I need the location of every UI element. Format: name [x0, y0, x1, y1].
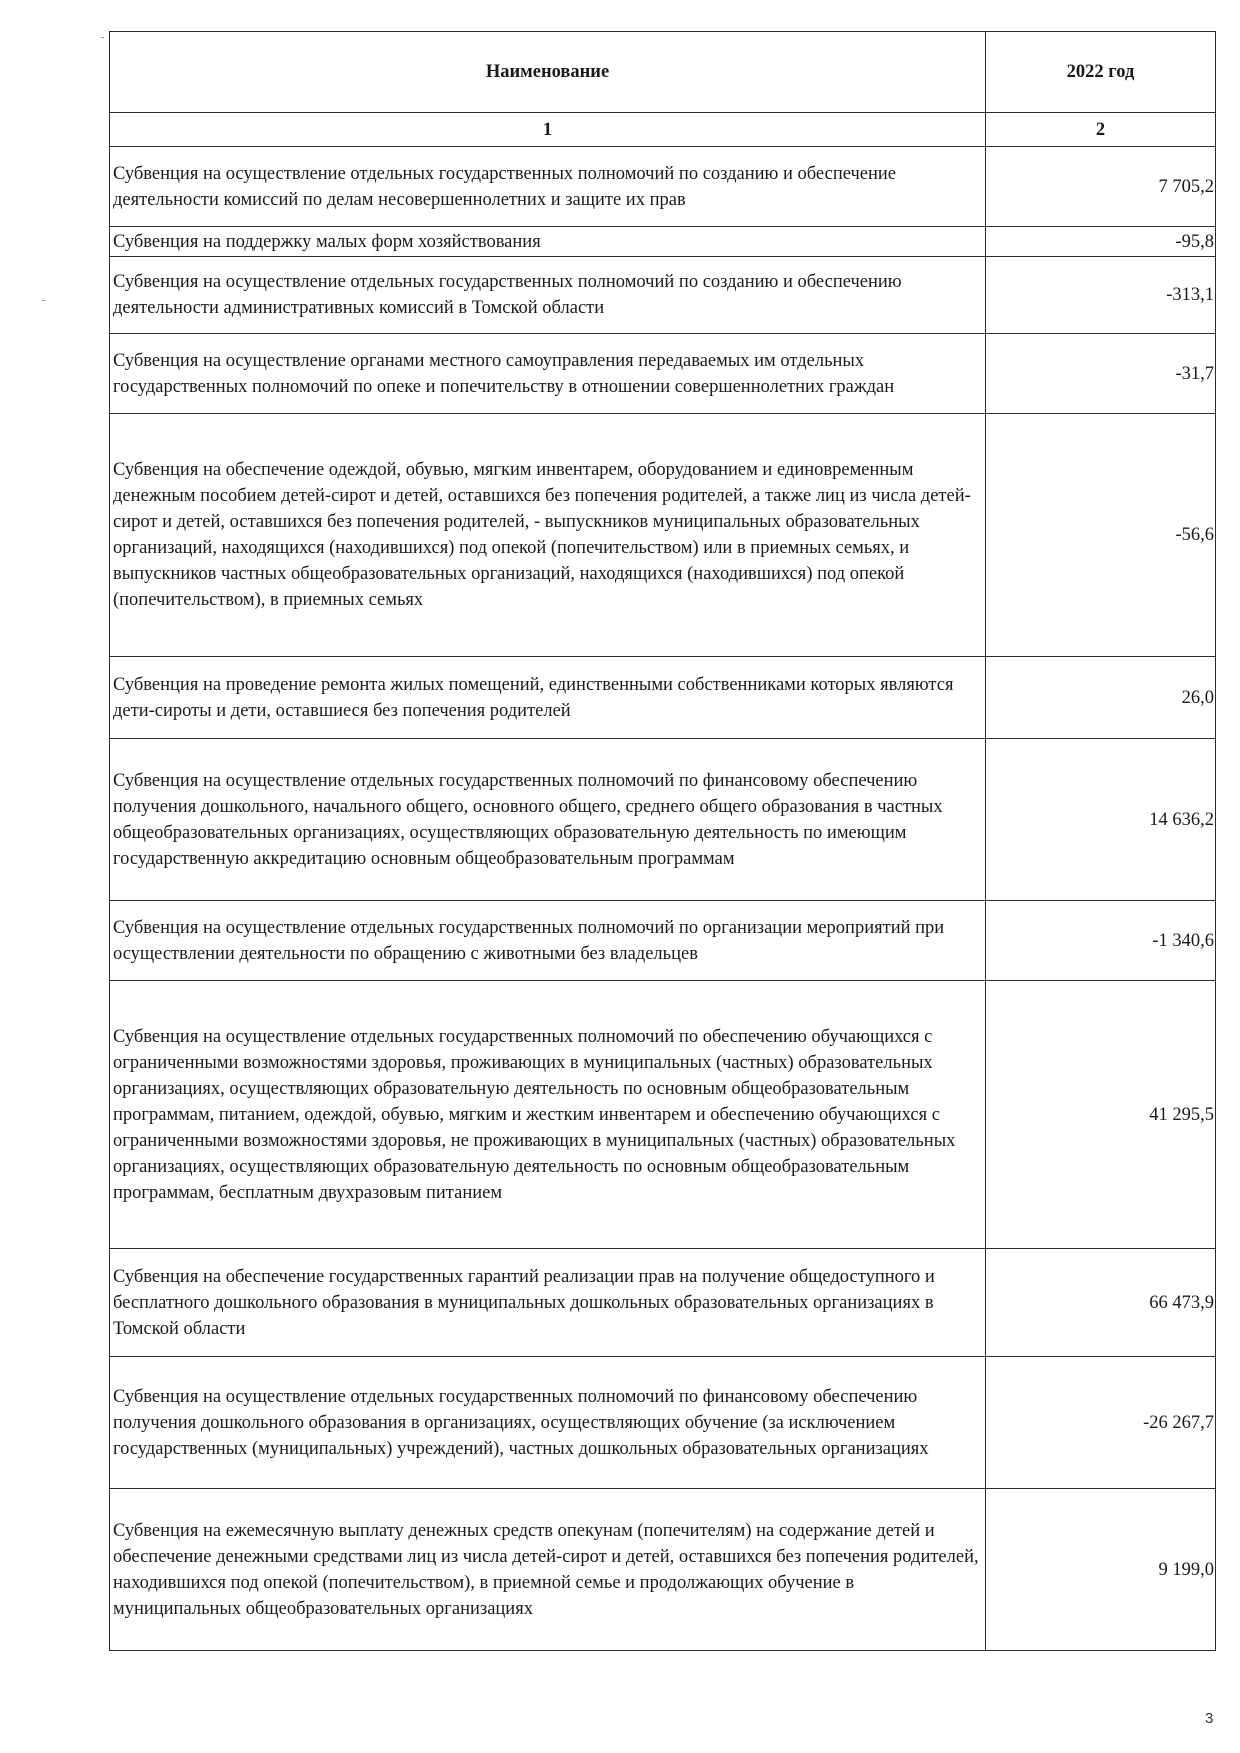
subvention-table [109, 31, 1216, 1651]
row-value: 9 199,0 [986, 1489, 1216, 1651]
table-row [110, 1357, 1216, 1489]
scan-artifact [101, 37, 104, 38]
row-name: Субвенция на осуществление отдельных государственных полномочий по созданию и обеспечению деятельности административных комиссий в Томской области [110, 257, 986, 334]
row-name: Субвенция на ежемесячную выплату денежных средств опекунам (попечителям) на содержание детей и обеспечение денежными средствами лиц из числа детей-сирот и детей, оставшихся без попечения родителей, находившихся под опекой (попечительством), в приемной семье и продолжающих обучение в муниципальных общеобразовательных организациях [110, 1489, 986, 1651]
header-year: 2022 год [986, 32, 1216, 113]
row-value: 66 473,9 [986, 1249, 1216, 1357]
row-name: Субвенция на осуществление отдельных государственных полномочий по созданию и обеспечение деятельности комиссий по делам несовершеннолетних и защите их прав [110, 147, 986, 227]
page-number: 3 [1205, 1710, 1214, 1727]
row-value: -56,6 [986, 414, 1216, 657]
row-name: Субвенция на осуществление органами местного самоуправления передаваемых им отдельных государственных полномочий по опеке и попечительству в отношении совершеннолетних граждан [110, 334, 986, 414]
table-row [110, 657, 1216, 739]
row-value: -1 340,6 [986, 901, 1216, 981]
column-number-2: 2 [986, 113, 1216, 147]
row-value: 14 636,2 [986, 739, 1216, 901]
table-row [110, 739, 1216, 901]
table-row [110, 257, 1216, 334]
column-number-1: 1 [110, 113, 986, 147]
row-value: 41 295,5 [986, 981, 1216, 1249]
row-name: Субвенция на осуществление отдельных государственных полномочий по финансовому обеспечению получения дошкольного образования в организациях, осуществляющих обучение (за исключением государственных (муниципальных) учреждений), частных дошкольных образовательных организациях [110, 1357, 986, 1489]
table-row [110, 334, 1216, 414]
table-row [110, 227, 1216, 257]
row-name: Субвенция на осуществление отдельных государственных полномочий по финансовому обеспечению получения дошкольного, начального общего, основного общего, среднего общего образования в частных общеобразовательных организациях, осуществляющих образовательную деятельность по имеющим государственную аккредитацию основным общеобразовательным программам [110, 739, 986, 901]
row-name: Субвенция на поддержку малых форм хозяйствования [110, 227, 986, 257]
row-value: -313,1 [986, 257, 1216, 334]
table-row [110, 414, 1216, 657]
row-value: -95,8 [986, 227, 1216, 257]
table-row [110, 1489, 1216, 1651]
column-number-row [110, 113, 1216, 147]
row-name: Субвенция на обеспечение государственных гарантий реализации прав на получение общедоступного и бесплатного дошкольного образования в муниципальных дошкольных образовательных организациях в Томской области [110, 1249, 986, 1357]
row-name: Субвенция на осуществление отдельных государственных полномочий по обеспечению обучающихся с ограниченными возможностями здоровья, проживающих в муниципальных (частных) образовательных организациях, осуществляющих образовательную деятельность по основным общеобразовательным программам, питанием, одеждой, обувью, мягким и жестким инвентарем и обеспечению обучающихся с ограниченными возможностями здоровья, не проживающих в муниципальных (частных) образовательных организациях, осуществляющих образовательную деятельность по основным общеобразовательным программам, бесплатным двухразовым питанием [110, 981, 986, 1249]
row-name: Субвенция на проведение ремонта жилых помещений, единственными собственниками которых являются дети-сироты и дети, оставшиеся без попечения родителей [110, 657, 986, 739]
row-value: 26,0 [986, 657, 1216, 739]
header-name: Наименование [110, 32, 986, 113]
table-row [110, 1249, 1216, 1357]
row-value: -26 267,7 [986, 1357, 1216, 1489]
scan-artifact [42, 300, 45, 301]
table-header-row [110, 32, 1216, 113]
row-value: 7 705,2 [986, 147, 1216, 227]
table-row [110, 901, 1216, 981]
table-row [110, 147, 1216, 227]
row-name: Субвенция на осуществление отдельных государственных полномочий по организации мероприятий при осуществлении деятельности по обращению с животными без владельцев [110, 901, 986, 981]
row-name: Субвенция на обеспечение одеждой, обувью, мягким инвентарем, оборудованием и единовременным денежным пособием детей-сирот и детей, оставшихся без попечения родителей, а также лиц из числа детей-сирот и детей, оставшихся без попечения родителей, - выпускников муниципальных образовательных организаций, находящихся (находившихся) под опекой (попечительством) или в приемных семьях, и выпускников частных общеобразовательных организаций, находящихся (находившихся) под опекой (попечительством), в приемных семьях [110, 414, 986, 657]
row-value: -31,7 [986, 334, 1216, 414]
table-row [110, 981, 1216, 1249]
